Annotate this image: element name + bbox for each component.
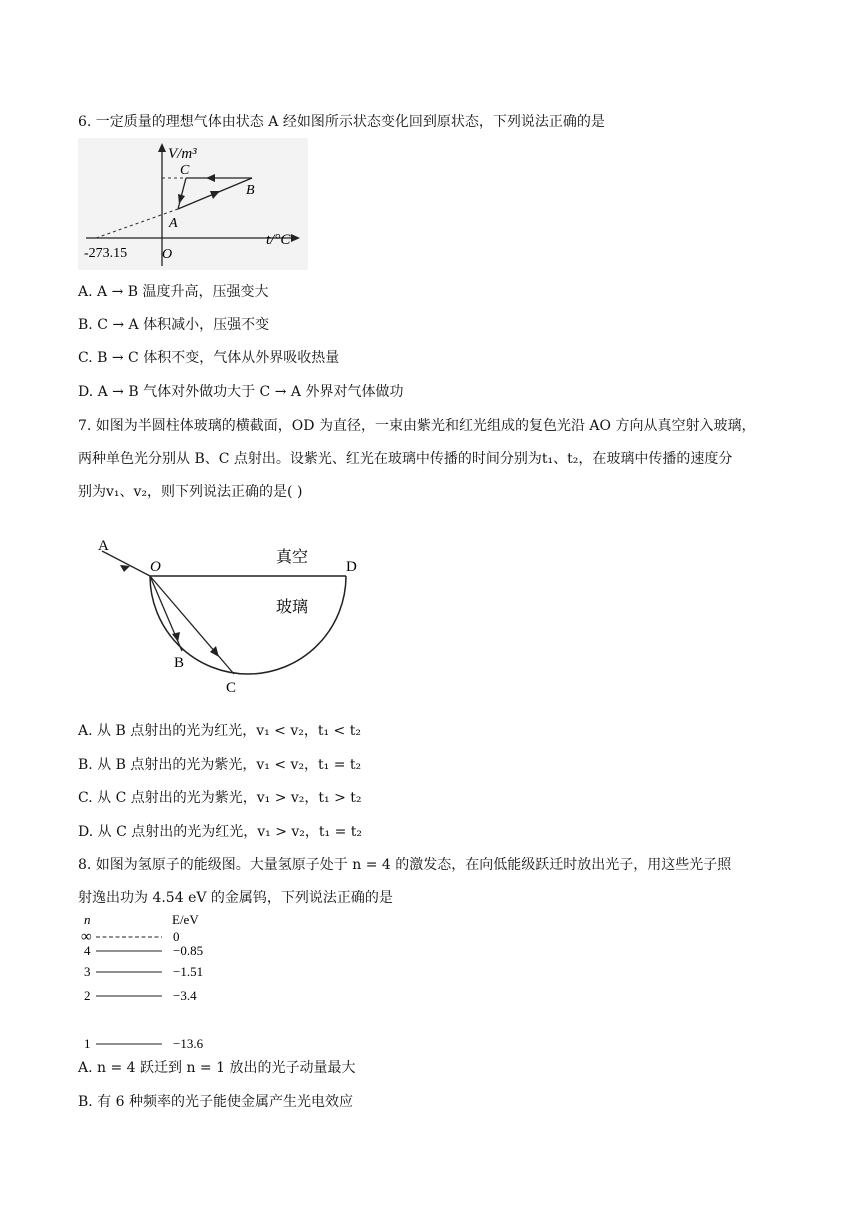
energy-header: E/eV <box>172 912 199 927</box>
q7-option-b: B. 从 B 点射出的光为紫光，v₁ < v₂，t₁ = t₂ <box>78 757 362 773</box>
incident-ray <box>102 551 150 576</box>
level-3-e: −1.51 <box>173 964 204 979</box>
q6-option-b: B. C → A 体积减小，压强不变 <box>78 317 270 333</box>
q6-option-a: A. A → B 温度升高，压强变大 <box>78 284 269 300</box>
q6-option-c: C. B → C 体积不变，气体从外界吸收热量 <box>78 350 340 366</box>
incident-arrow <box>120 565 130 572</box>
q6-option-d: D. A → B 气体对外做功大于 C → A 外界对气体做功 <box>78 384 404 400</box>
point-b-label: B <box>246 183 255 198</box>
level-4-e: −0.85 <box>173 943 204 958</box>
q7-option-d: D. 从 C 点射出的光为红光，v₁ > v₂，t₁ = t₂ <box>78 824 363 840</box>
level-2-e: −3.4 <box>173 988 197 1003</box>
point-c-label: C <box>180 163 190 178</box>
n-header: n <box>84 912 91 927</box>
q7-semicircle-figure <box>88 528 370 698</box>
q7-stem-line1: 7. 如图为半圆柱体玻璃的横截面，OD 为直径，一束由紫光和红光组成的复色光沿 AO 方向从真空射入玻璃， <box>78 418 756 434</box>
level-4-n: 4 <box>84 943 91 958</box>
origin-label: O <box>162 247 173 262</box>
q7-stem-line2: 两种单色光分别从 B、C 点射出。设紫光、红光在玻璃中传播的时间分别为t₁、t₂，在玻璃中传播的速度分 <box>78 451 733 467</box>
neg-temp-label: -273.15 <box>84 246 128 261</box>
label-o: O <box>150 559 161 575</box>
q8-energy-level-diagram <box>78 910 258 1054</box>
q7-option-a: A. 从 B 点射出的光为红光，v₁ < v₂，t₁ < t₂ <box>78 723 361 739</box>
point-a-label: A <box>169 216 178 231</box>
v-axis-label: V/m³ <box>168 146 197 162</box>
level-3-n: 3 <box>84 964 91 979</box>
label-b: B <box>174 655 185 671</box>
q8-stem-line1: 8. 如图为氢原子的能级图。大量氢原子处于 n = 4 的激发态，在向低能级跃迁时放出光子，用这些光子照 <box>78 857 732 873</box>
t-axis-label: t/°C <box>266 232 291 248</box>
ray-ob-arrow <box>172 632 180 642</box>
level-inf-n: ∞ <box>81 929 92 945</box>
q8-option-b: B. 有 6 种频率的光子能使金属产生光电效应 <box>78 1094 353 1110</box>
q6-stem: 6. 一定质量的理想气体由状态 A 经如图所示状态变化回到原状态，下列说法正确的是 <box>78 114 605 130</box>
level-1-n: 1 <box>84 1036 91 1051</box>
label-vacuum: 真空 <box>276 549 309 566</box>
q6-vt-graph <box>78 138 308 270</box>
level-inf-e: 0 <box>173 929 180 944</box>
label-glass: 玻璃 <box>276 599 309 616</box>
q8-stem-line2: 射逸出功为 4.54 eV 的金属钨，下列说法正确的是 <box>78 890 393 906</box>
level-2-n: 2 <box>84 988 91 1003</box>
q8-option-a: A. n = 4 跃迁到 n = 1 放出的光子动量最大 <box>78 1060 356 1076</box>
q7-stem-line3: 别为v₁、v₂，则下列说法正确的是( ) <box>78 484 303 500</box>
label-c: C <box>226 680 237 696</box>
label-d: D <box>346 559 357 575</box>
level-1-e: −13.6 <box>173 1036 204 1051</box>
label-a: A <box>98 538 109 554</box>
q7-option-c: C. 从 C 点射出的光为紫光，v₁ > v₂，t₁ > t₂ <box>78 790 362 806</box>
